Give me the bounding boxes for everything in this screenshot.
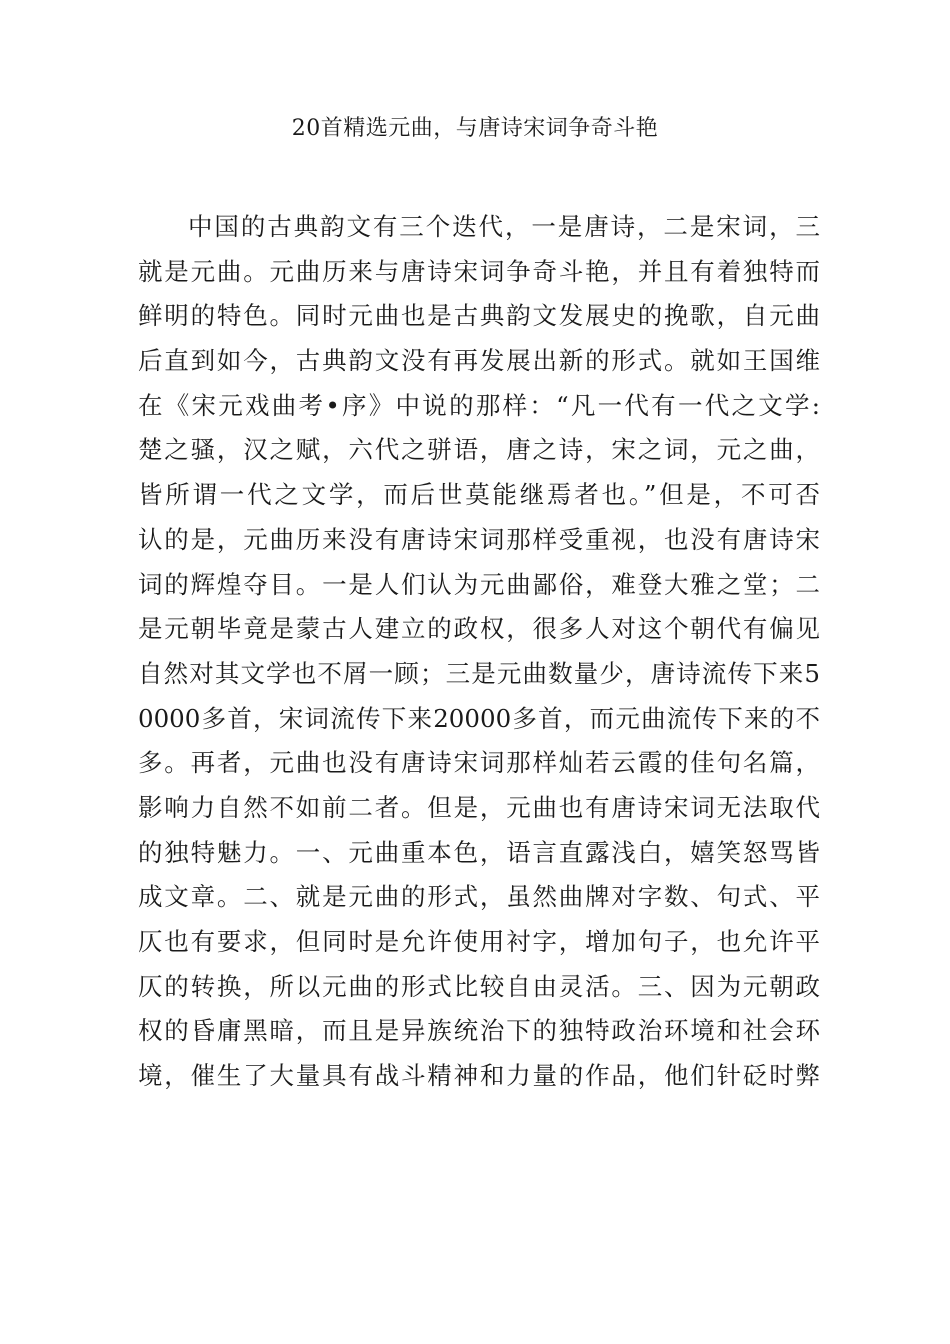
- paragraph-line: 境，催生了大量具有战斗精神和力量的作品，他们针砭时弊: [138, 1061, 820, 1091]
- paragraph-line: 就是元曲。元曲历来与唐诗宋词争奇斗艳，并且有着独特而: [138, 256, 820, 286]
- paragraph-line: 皆所谓一代之文学，而后世莫能继焉者也。”但是，不可否: [138, 480, 820, 510]
- paragraph-line: 认的是，元曲历来没有唐诗宋词那样受重视，也没有唐诗宋: [138, 524, 820, 554]
- paragraph-line: 多。再者，元曲也没有唐诗宋词那样灿若云霞的佳句名篇，: [138, 748, 820, 778]
- paragraph-line: 的独特魅力。一、元曲重本色，语言直露浅白，嬉笑怒骂皆: [138, 837, 820, 867]
- paragraph-line: 仄的转换，所以元曲的形式比较自由灵活。三、因为元朝政: [138, 971, 820, 1001]
- paragraph-line: 在《宋元戏曲考•序》中说的那样：“凡一代有一代之文学:: [138, 390, 820, 420]
- paragraph-line: 中国的古典韵文有三个迭代，一是唐诗，二是宋词，三: [188, 212, 820, 241]
- paragraph-line: 影响力自然不如前二者。但是，元曲也有唐诗宋词无法取代: [138, 792, 820, 822]
- paragraph-line: 自然对其文学也不屑一顾；三是元曲数量少，唐诗流传下来5: [138, 658, 820, 688]
- paragraph-line: 词的辉煌夺目。一是人们认为元曲鄙俗，难登大雅之堂；二: [138, 569, 820, 599]
- paragraph-line: 成文章。二、就是元曲的形式，虽然曲牌对字数、句式、平: [138, 882, 820, 912]
- paragraph-line: 鲜明的特色。同时元曲也是古典韵文发展史的挽歌，自元曲: [138, 301, 820, 331]
- paragraph-line: 楚之骚，汉之赋，六代之骈语，唐之诗，宋之词，元之曲，: [138, 435, 820, 465]
- paragraph-line: 后直到如今，古典韵文没有再发展出新的形式。就如王国维: [138, 346, 820, 376]
- body-paragraph: [138, 205, 820, 1099]
- paragraph-line: 仄也有要求，但同时是允许使用衬字，增加句子，也允许平: [138, 927, 820, 956]
- paragraph-line: 是元朝毕竟是蒙古人建立的政权，很多人对这个朝代有偏见: [138, 614, 820, 644]
- document-title: 20首精选元曲，与唐诗宋词争奇斗艳: [291, 116, 659, 141]
- paragraph-line: 权的昏庸黑暗，而且是异族统治下的独特政治环境和社会环: [138, 1016, 820, 1046]
- paragraph-line: 0000多首，宋词流传下来20000多首，而元曲流传下来的不: [138, 703, 820, 733]
